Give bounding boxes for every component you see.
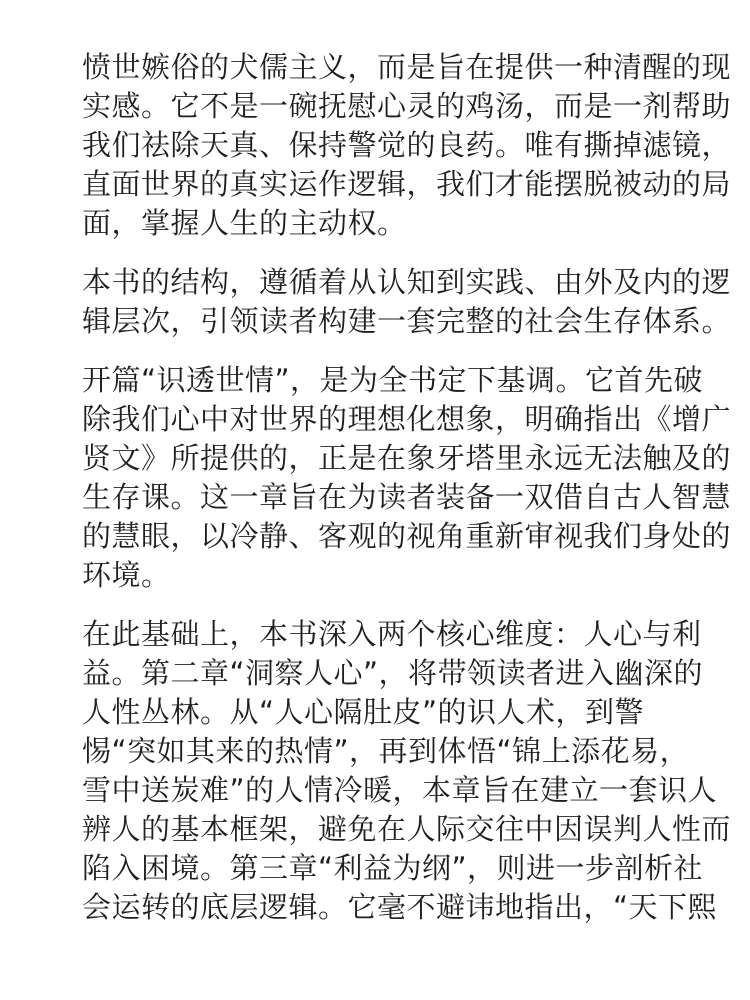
paragraph-3 [82,361,750,595]
paragraph-2 [82,263,750,341]
text-line: 的慧眼，以冷静、客观的视角重新审视我们身处的 [82,519,732,553]
text-line: 生存课。这一章旨在为读者装备一双借自古人智慧 [82,480,732,514]
text-line: 辨人的基本框架，避免在人际交往中因误判人性而 [82,812,732,846]
text-line: 实感。它不是一碗抚慰心灵的鸡汤，而是一剂帮助 [82,89,732,123]
text-line: 陷入困境。第三章“利益为纲”，则进一步剖析社 [82,851,704,885]
text-line: 本书的结构，遵循着从认知到实践、由外及内的逻 [82,265,732,299]
text-line: 雪中送炭难”的人情冷暖，本章旨在建立一套识人 [82,773,718,807]
paragraph-4 [82,615,750,927]
text-line: 会运转的底层逻辑。它毫不避讳地指出，“天下熙 [82,890,718,924]
text-line: 我们祛除天真、保持警觉的良药。唯有撕掉滤镜， [82,128,732,162]
text-line: 惕“突如其来的热情”，再到体悟“锦上添花易， [82,734,690,768]
text-line: 愤世嫉俗的犬儒主义，而是旨在提供一种清醒的现 [82,50,732,84]
text-line: 除我们心中对世界的理想化想象，明确指出《增广 [82,402,732,436]
text-line: 贤文》所提供的，正是在象牙塔里永远无法触及的 [82,441,732,475]
paragraph-1 [82,48,750,243]
text-line: 开篇“识透世情”，是为全书定下基调。它首先破 [82,363,704,397]
text-line: 环境。 [82,558,171,592]
text-line: 面，掌握人生的主动权。 [82,206,407,240]
text-line: 在此基础上，本书深入两个核心维度：人心与利 [82,617,702,651]
text-line: 人性丛林。从“人心隔肚皮”的识人术，到警 [82,695,645,729]
text-line: 益。第二章“洞察人心”，将带领读者进入幽深的 [82,656,704,690]
text-line: 辑层次，引领读者构建一套完整的社会生存体系。 [82,304,732,338]
text-line: 直面世界的真实运作逻辑，我们才能摆脱被动的局 [82,167,732,201]
